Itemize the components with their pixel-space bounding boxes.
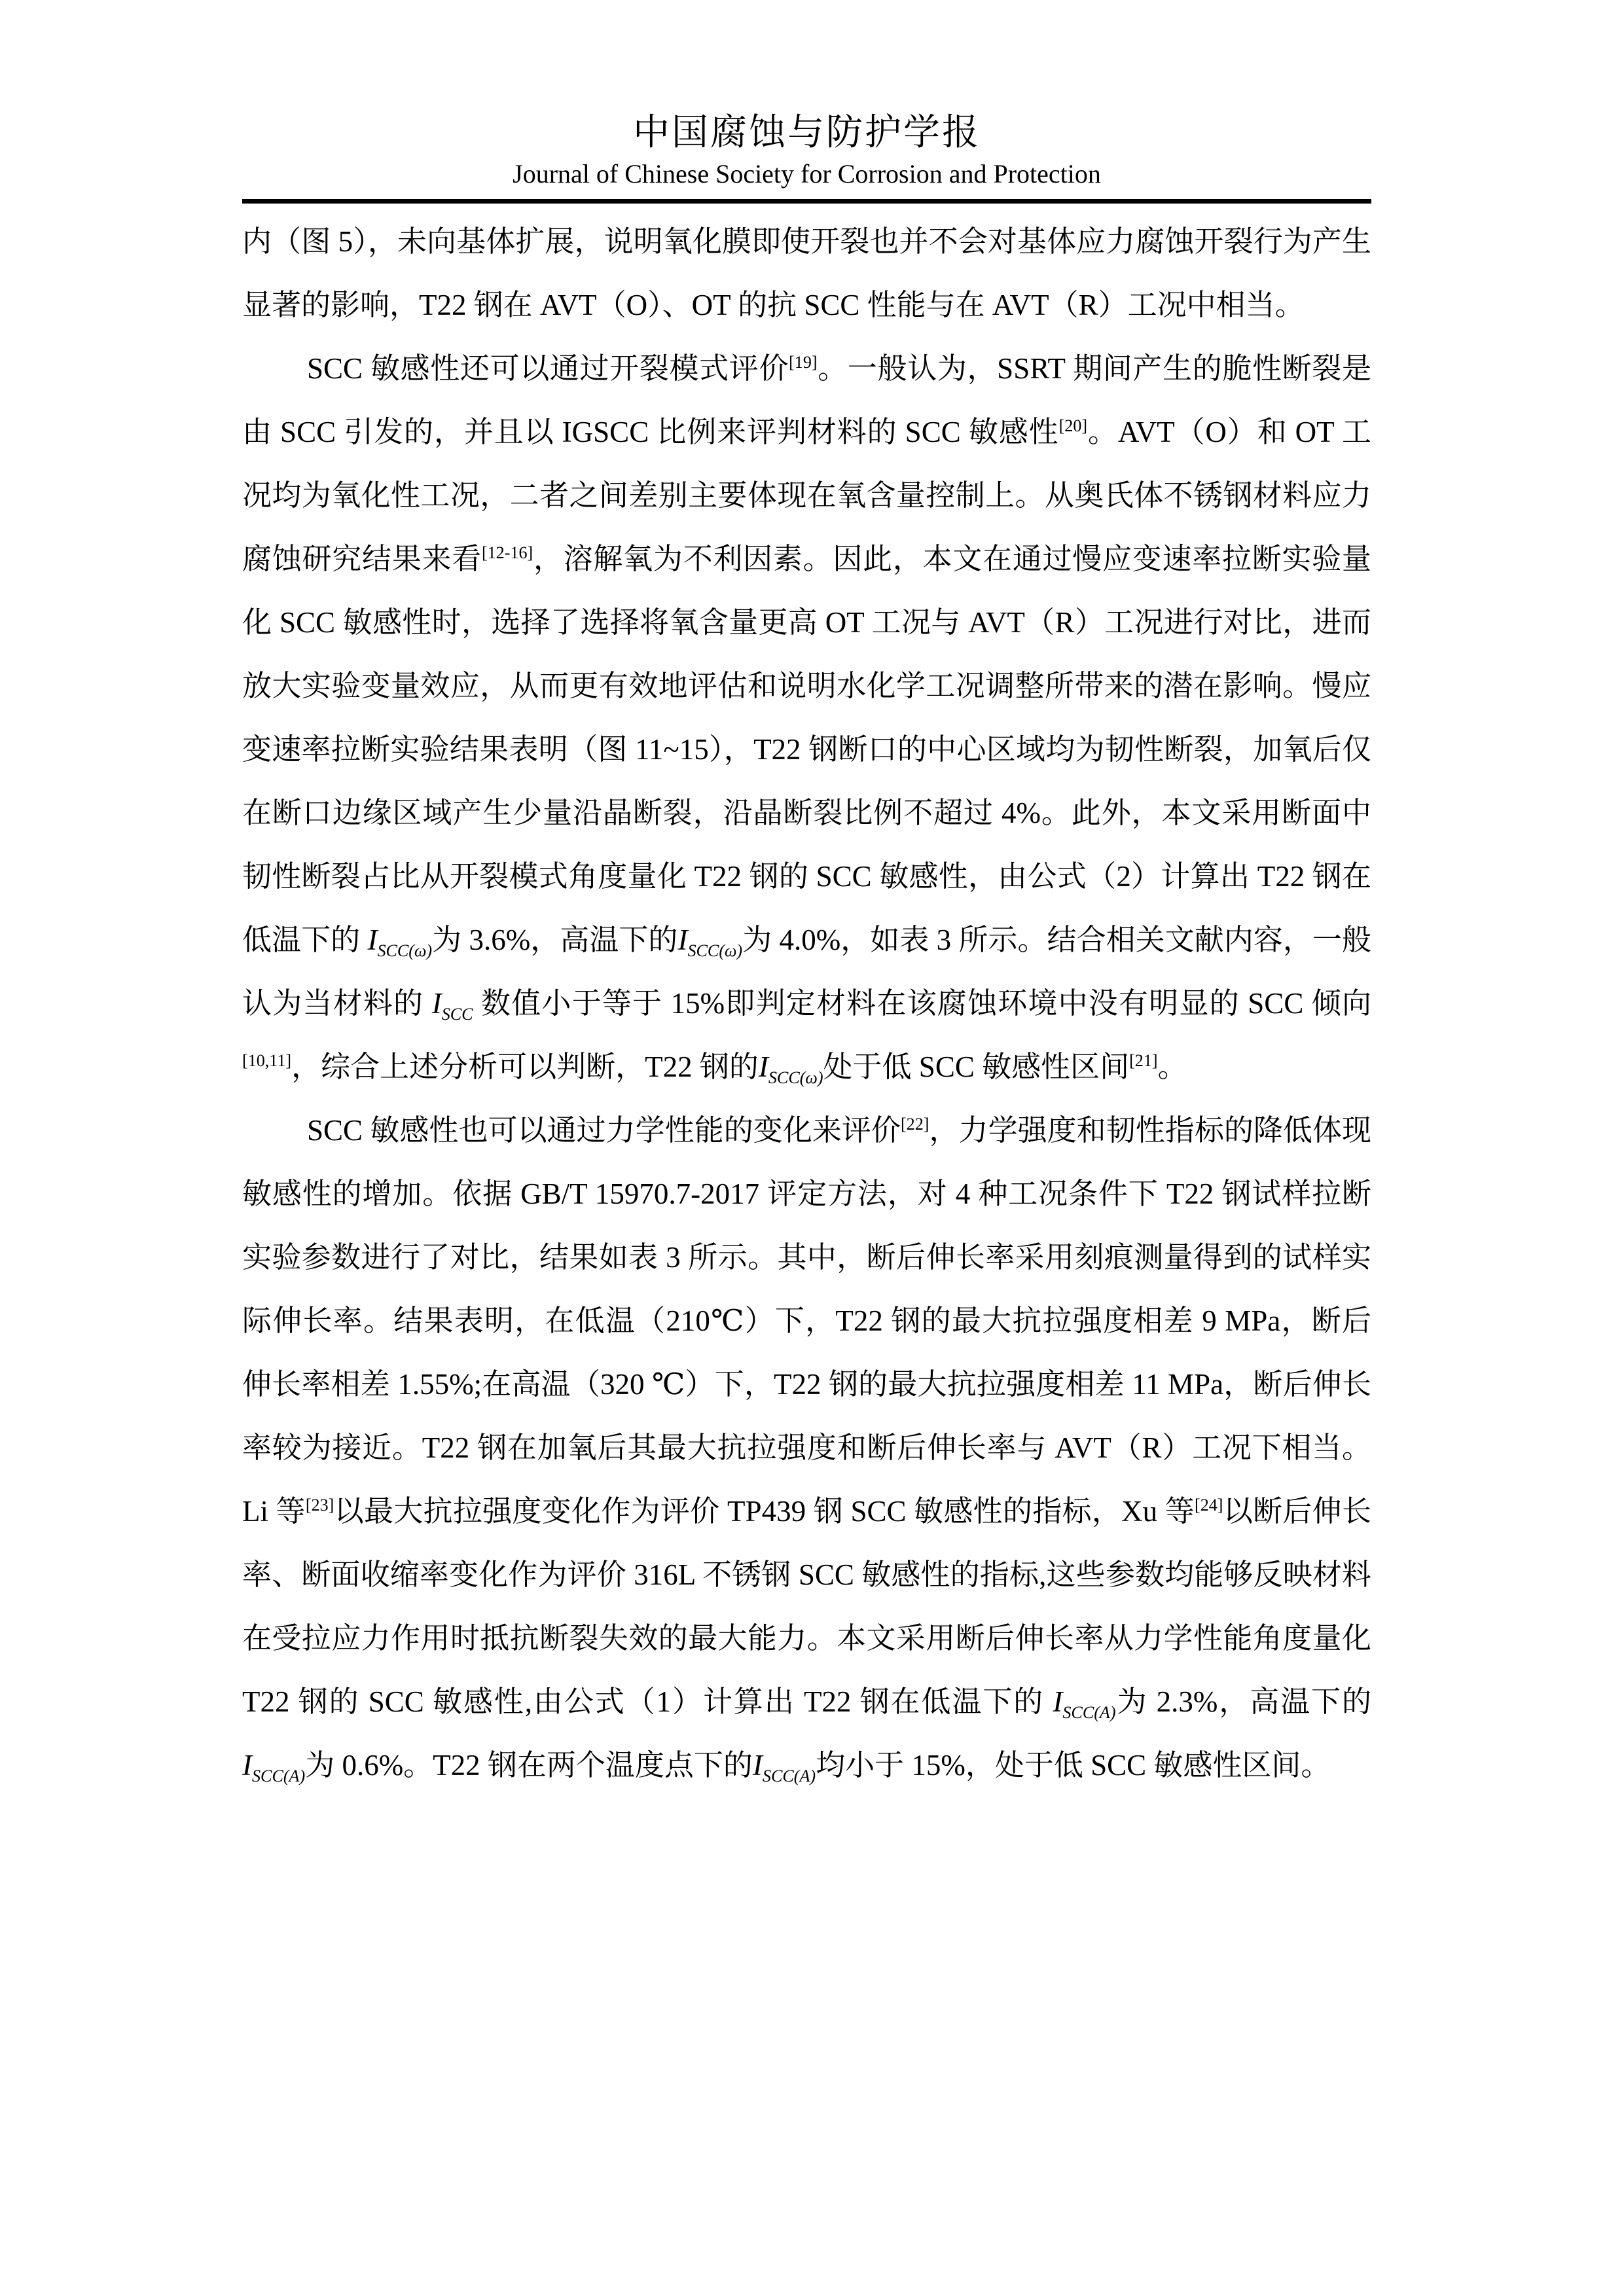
text-run: SCC 敏感性也可以通过力学性能的变化来评价 xyxy=(307,1114,901,1147)
text-run: 数值小于等于 15%即判定材料在该腐蚀环境中没有明显的 SCC 倾向 xyxy=(473,987,1371,1020)
text-run: 处于低 SCC 敏感性区间 xyxy=(823,1050,1130,1083)
article-body xyxy=(242,210,1371,1797)
text-run: 为 0.6%。T22 钢在两个温度点下的 xyxy=(305,1749,753,1782)
text-run: 为 3.6%，高温下的 xyxy=(432,924,678,956)
math-italic: I xyxy=(367,924,378,956)
text-run: 以断后伸长率、断面收缩率变化作为评价 316L 不锈钢 SCC 敏感性的指标,这些参数均能够反映材料在受拉应力作用时抵抗断裂失效的最大能力。本文采用断后伸长率从力学性能角度量化 T22 钢的 SCC 敏感性,由公式（1）计算出 T22 钢在低温下的 xyxy=(242,1495,1371,1718)
journal-header xyxy=(242,113,1371,190)
text-run: 为 2.3%，高温下的 xyxy=(1115,1685,1371,1718)
reference-superscript: [10,11] xyxy=(242,1051,292,1070)
math-italic: I xyxy=(242,1749,252,1782)
reference-superscript: [22] xyxy=(900,1115,929,1134)
journal-title-en: Journal of Chinese Society for Corrosion and Protection xyxy=(513,159,1101,188)
math-subscript: SCC(A) xyxy=(1062,1703,1116,1722)
math-italic: I xyxy=(431,987,442,1020)
text-run: 均小于 15%，处于低 SCC 敏感性区间。 xyxy=(816,1749,1331,1782)
math-subscript: SCC(A) xyxy=(252,1767,306,1785)
text-run: 。AVT（O）和 OT 工况均为氧化性工况，二者之间差别主要体现在氧含量控制上。从奥氏体不锈钢材料应力腐蚀研究结果来看 xyxy=(242,416,1372,575)
text-run: ，综合上述分析可以判断，T22 钢的 xyxy=(291,1050,759,1083)
text-run: ，溶解氧为不利因素。因此，本文在通过慢应变速率拉断实验量化 SCC 敏感性时，选择了选择将氧含量更高 OT 工况与 AVT（R）工况进行对比，进而放大实验变量效应，从而更有效地评估和说明水化学工况调整所带来的潜在影响。慢应变速率拉断实验结果表明（图 11~15），T22 钢断口的中心区域均为韧性断裂，加氧后仅在断口边缘区域产生少量沿晶断裂，沿晶断裂比例不超过 4%。此外，本文采用断面中韧性断裂占比从开裂模式角度量化 T22 钢的 SCC 敏感性，由公式（2）计算出 T22 钢在低温下的 xyxy=(242,543,1371,956)
reference-superscript: [23] xyxy=(305,1496,334,1515)
text-run: 以最大抗拉强度变化作为评价 TP439 钢 SCC 敏感性的指标，Xu 等 xyxy=(334,1495,1195,1528)
math-subscript: SCC(ω) xyxy=(768,1068,823,1087)
reference-superscript: [19] xyxy=(789,353,818,372)
text-run: 内（图 5），未向基体扩展，说明氧化膜即使开裂也并不会对基体应力腐蚀开裂行为产生显著的影响，T22 钢在 AVT（O）、OT 的抗 SCC 性能与在 AVT（R）工况中相当。 xyxy=(242,225,1371,321)
math-subscript: SCC xyxy=(441,1005,473,1024)
math-subscript: SCC(ω) xyxy=(377,941,433,960)
reference-superscript: [12-16] xyxy=(481,543,533,562)
paragraph xyxy=(242,337,1371,1099)
paragraph xyxy=(242,1099,1371,1797)
reference-superscript: [21] xyxy=(1129,1051,1158,1070)
journal-title-cn: 中国腐蚀与防护学报 xyxy=(633,113,981,153)
math-subscript: SCC(A) xyxy=(762,1767,816,1785)
text-run: 。一般认为，SSRT 期间产生的脆性断裂是由 SCC 引发的，并且以 IGSCC 比例来评判材料的 SCC 敏感性 xyxy=(242,352,1371,448)
math-italic: I xyxy=(677,924,688,956)
text-run: ，力学强度和韧性指标的降低体现敏感性的增加。依据 GB/T 15970.7-2017 评定方法，对 4 种工况条件下 T22 钢试样拉断实验参数进行了对比，结果如表 3 所示。其中，断后伸长率采用刻痕测量得到的试样实际伸长率。结果表明，在低温（210℃）下，T22 钢的最大抗拉强度相差 9 MPa，断后伸长率相差 1.55%;在高温（320 ℃）下，T22 钢的最大抗拉强度相差 11 MPa，断后伸长率较为接近。T22 钢在加氧后其最大抗拉强度和断后伸长率与 AVT（R）工况下相当。Li 等 xyxy=(242,1114,1371,1528)
header-rule xyxy=(242,199,1371,204)
math-subscript: SCC(ω) xyxy=(687,941,743,960)
paragraph xyxy=(242,210,1371,337)
text-run: 为 4.0%，如表 3 所示。结合相关文献内容，一般认为当材料的 xyxy=(242,924,1371,1020)
math-italic: I xyxy=(1053,1685,1063,1718)
text-run: SCC 敏感性还可以通过开裂模式评价 xyxy=(307,352,789,385)
math-italic: I xyxy=(758,1050,768,1083)
text-run: 。 xyxy=(1157,1050,1187,1083)
reference-superscript: [20] xyxy=(1058,416,1088,435)
math-italic: I xyxy=(752,1749,763,1782)
reference-superscript: [24] xyxy=(1195,1496,1223,1515)
